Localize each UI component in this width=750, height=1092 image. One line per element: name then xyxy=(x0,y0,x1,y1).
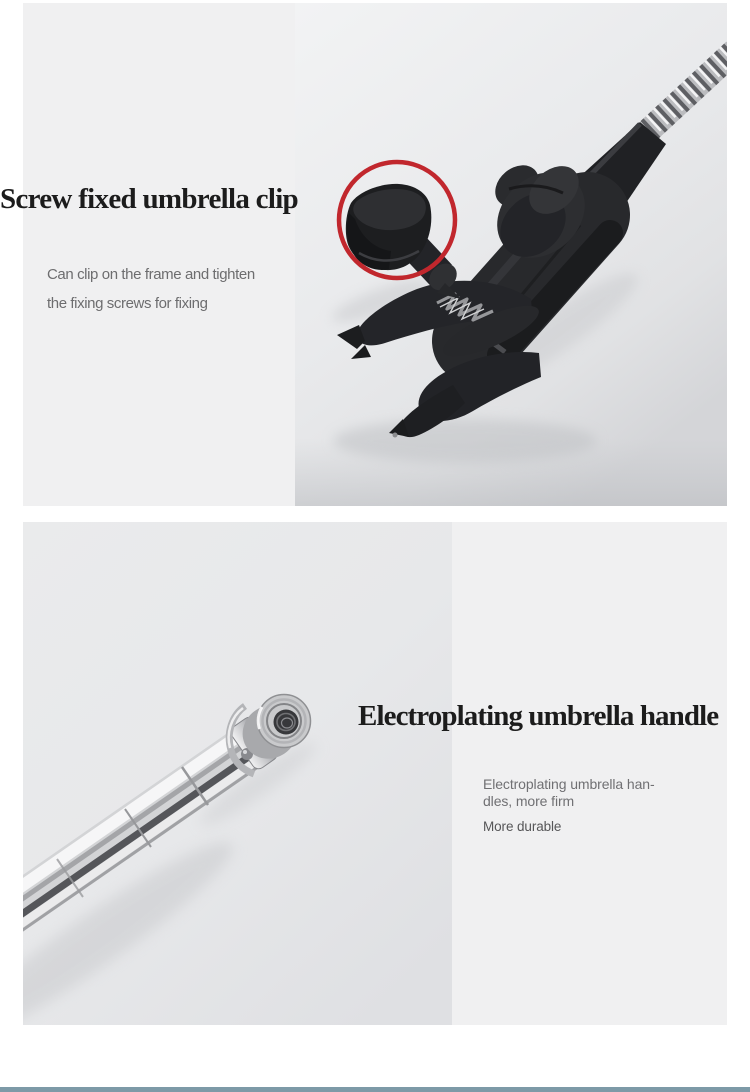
handle-photo xyxy=(23,522,452,1025)
handle-description-line: dles, more firm xyxy=(483,793,575,809)
clip-description xyxy=(47,260,255,318)
photo-bottom-shade xyxy=(295,438,727,506)
handle-heading: Electroplating umbrella handle xyxy=(358,700,719,732)
clip-description-line: Can clip on the frame and tighten xyxy=(47,266,255,283)
handle-description-line: Electroplating umbrella han- xyxy=(483,776,655,792)
handle-description xyxy=(483,776,655,835)
clip-photo xyxy=(295,3,727,506)
section-electro-handle xyxy=(23,522,727,1025)
clip-description-line: the fixing screws for fixing xyxy=(47,295,208,312)
handle-text-panel xyxy=(452,522,727,1025)
next-section-edge xyxy=(0,1087,750,1092)
clip-heading: Screw fixed umbrella clip xyxy=(0,183,298,215)
clip-text-panel xyxy=(23,3,295,506)
handle-note: More durable xyxy=(483,819,562,834)
section-screw-clip xyxy=(23,3,727,506)
